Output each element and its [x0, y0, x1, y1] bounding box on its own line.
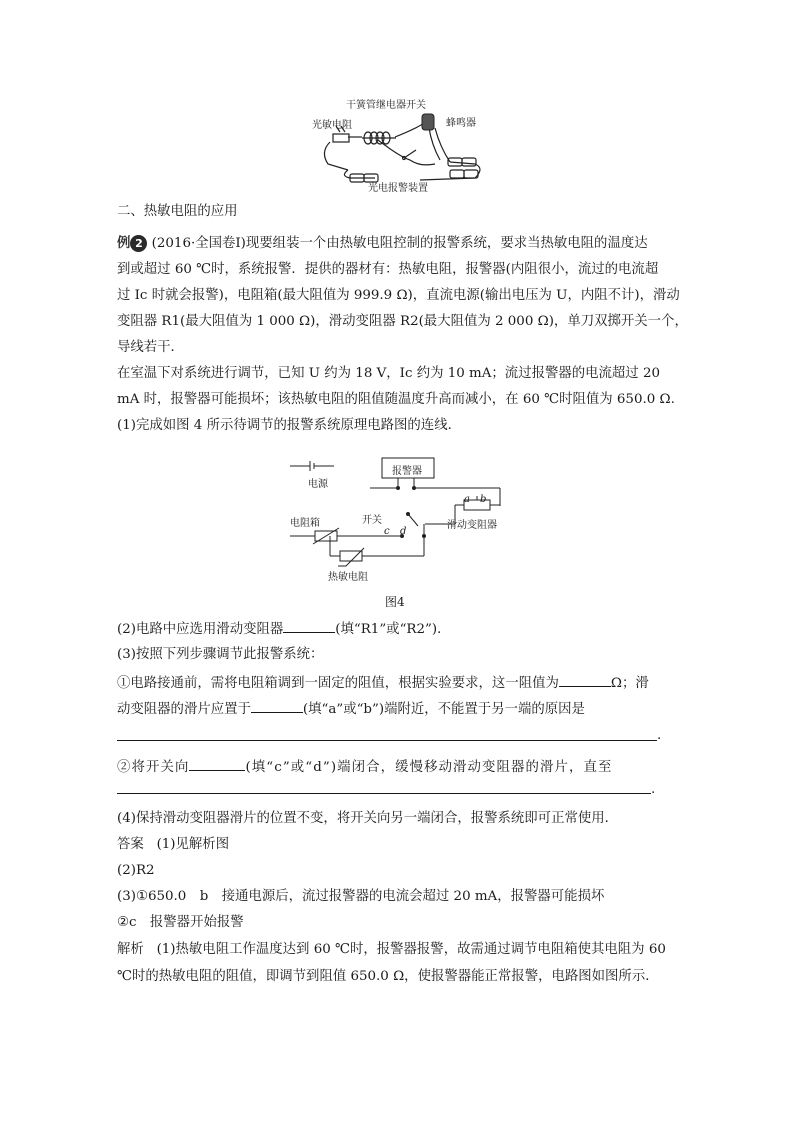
- example-text-1: (2016·全国卷Ⅰ)现要组装一个由热敏电阻控制的报警系统，要求当热敏电阻的温度达: [151, 236, 648, 251]
- answer-3: (3)①650.0 b 接通电源后，流过报警器的电流会超过 20 mA，报警器可能损坏: [117, 889, 605, 904]
- example-label: 例: [117, 236, 131, 251]
- period-reason: .: [657, 728, 662, 743]
- step1-text: ①电路接通前，需将电阻箱调到一固定的阻值，根据实验要求，这一阻值为: [117, 676, 559, 691]
- label-buzzer: 蜂鸣器: [446, 118, 476, 129]
- answer-line-until[interactable]: [117, 793, 651, 794]
- answer-1: (1)见解析图: [156, 837, 230, 852]
- answer-blank-q2[interactable]: [283, 618, 335, 633]
- step2-text-cont: (填“c”或“d”)端闭合，缓慢移动滑动变阻器的滑片，直至: [245, 760, 613, 775]
- question-3-step1-cont: [117, 698, 585, 720]
- analysis-line-2: ℃时的热敏电阻的阻值，即调节到阻值 650.0 Ω，使报警器能正常报警，电路图如图所示．: [117, 969, 659, 984]
- example-line-1: [117, 234, 648, 254]
- label-rheostat: 滑动变阻器: [447, 520, 497, 531]
- answer-row-1: [117, 835, 229, 855]
- label-photoresistor: 光敏电阻: [312, 120, 352, 131]
- label-resistor-box: 电阻箱: [290, 518, 320, 529]
- answer-blank-resistance[interactable]: [559, 672, 611, 687]
- answer-blank-switch-end[interactable]: [189, 756, 245, 771]
- question-2-hint: (填“R1”或“R2”)．: [335, 622, 451, 637]
- step1-text-cont: 动变阻器的滑片应置于: [117, 702, 251, 717]
- step1-unit: Ω；滑: [610, 676, 649, 691]
- answer-blank-slider-end[interactable]: [251, 698, 303, 713]
- label-b: b: [480, 494, 487, 505]
- example-line-8: (1)完成如图 4 所示待调节的报警系统原理电路图的连线．: [117, 418, 461, 433]
- label-c: c: [384, 526, 390, 537]
- label-power-source: 电源: [308, 479, 328, 490]
- question-3: (3)按照下列步骤调节此报警系统：: [117, 647, 324, 662]
- answer-line-reason[interactable]: [117, 740, 657, 741]
- question-2: [117, 618, 450, 640]
- analysis-label: 解析: [117, 942, 144, 957]
- question-3-step2: [117, 756, 612, 778]
- question-4: (4)保持滑动变阻器滑片的位置不变，将开关向另一端闭合，报警系统即可正常使用．: [117, 811, 619, 826]
- label-thermistor: 热敏电阻: [328, 572, 368, 583]
- example-number-badge: 2: [130, 235, 147, 252]
- label-alarm: 报警器: [392, 466, 422, 477]
- analysis-line-1: (1)热敏电阻工作温度达到 60 ℃时，报警器报警，故需通过调节电阻箱使其电阻为 60: [156, 942, 666, 957]
- figure1-caption: 光电报警装置: [368, 183, 428, 194]
- example-line-5: 导线若干．: [117, 340, 184, 355]
- step2-text: ②将开关向: [117, 760, 190, 775]
- example-line-3: 过 Ic 时就会报警)，电阻箱(最大阻值为 999.9 Ω)，直流电源(输出电压为 U，内阻不计)，滑动: [117, 288, 680, 303]
- question-2-text: (2)电路中应选用滑动变阻器: [117, 622, 284, 637]
- answer-4: ②c 报警器开始报警: [117, 915, 244, 930]
- example-line-7: mA 时，报警器可能损坏；该热敏电阻的阻值随温度升高而减小，在 60 ℃时阻值为 650.0 Ω.: [117, 392, 675, 407]
- example-line-6: 在室温下对系统进行调节，已知 U 约为 18 V，Ic 约为 10 mA；流过报警器的电流超过 20: [117, 366, 660, 381]
- figure2-caption: 图4: [385, 595, 405, 609]
- answer-label: 答案: [117, 837, 144, 852]
- label-reed-relay: 干簧管继电器开关: [346, 100, 426, 111]
- label-switch: 开关: [362, 515, 382, 526]
- period-until: .: [651, 782, 656, 797]
- step1-reason-prompt: (填“a”或“b”)端附近，不能置于另一端的原因是: [302, 702, 585, 717]
- label-d: d: [400, 526, 407, 537]
- example-line-2: 到或超过 60 ℃时，系统报警．提供的器材有：热敏电阻，报警器(内阻很小，流过的电流超: [117, 262, 659, 277]
- section-title: 二、热敏电阻的应用: [117, 204, 238, 219]
- answer-2: (2)R2: [117, 863, 155, 878]
- label-a: a: [464, 494, 470, 505]
- question-3-step1: [117, 672, 649, 694]
- analysis-row-1: [117, 940, 666, 960]
- example-line-4: 变阻器 R1(最大阻值为 1 000 Ω)，滑动变阻器 R2(最大阻值为 2 000 Ω)，单刀双掷开关一个，: [117, 314, 688, 329]
